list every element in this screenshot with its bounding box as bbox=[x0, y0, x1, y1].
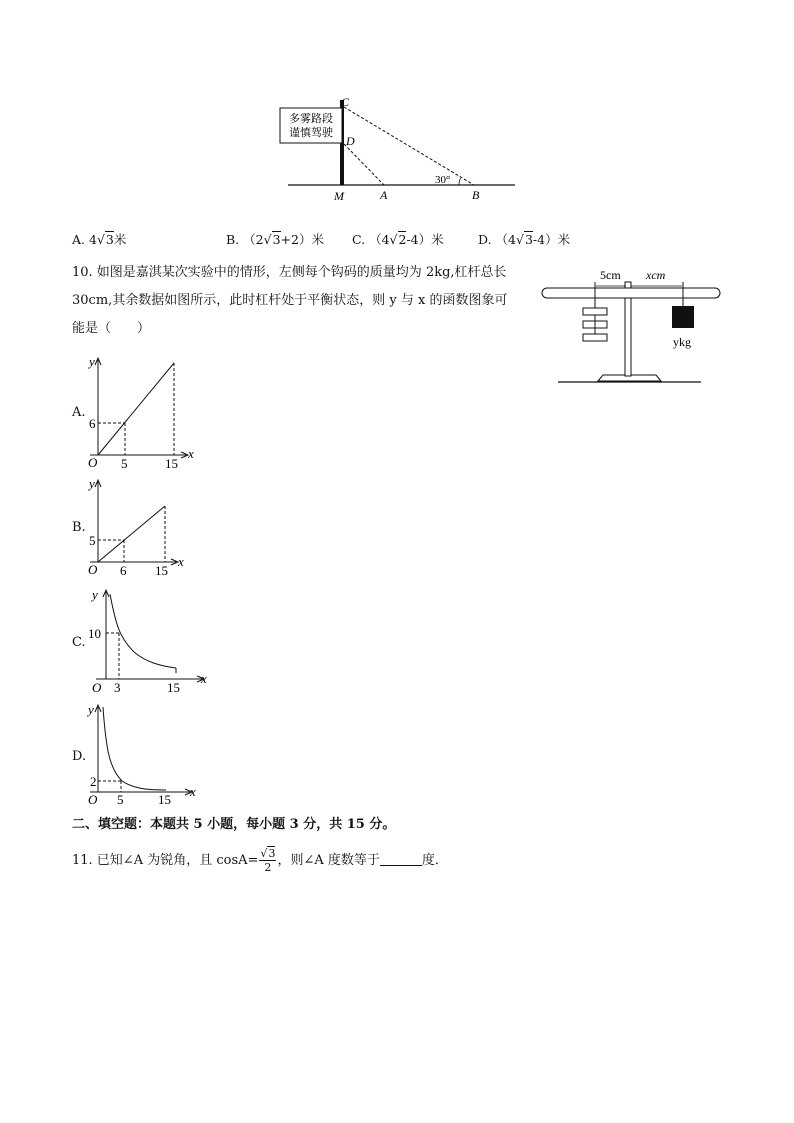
x-tick-1: 5 bbox=[117, 792, 124, 807]
function-line bbox=[98, 363, 174, 455]
label-M: M bbox=[334, 189, 344, 203]
q10-line-3: 能是（ ） bbox=[72, 321, 151, 336]
y-label: y bbox=[89, 354, 95, 369]
x-label: x bbox=[190, 784, 196, 799]
option-a-radicand: 3 bbox=[105, 232, 114, 247]
q9-option-c bbox=[352, 229, 444, 251]
x-tick-2: 15 bbox=[158, 792, 171, 807]
x-tick-1: 5 bbox=[121, 456, 128, 470]
lever-figure bbox=[538, 262, 728, 386]
y-tick: 6 bbox=[89, 416, 96, 431]
option-b-prefix: B. （2 bbox=[226, 232, 264, 247]
x-label: x bbox=[178, 554, 184, 569]
option-a-prefix: A. 4 bbox=[72, 232, 97, 247]
graph-a-letter: A. bbox=[72, 405, 86, 420]
sqrt-sign: √ bbox=[96, 232, 105, 247]
sign-text-1: 多雾路段 bbox=[289, 112, 333, 125]
origin-label: O bbox=[88, 562, 98, 577]
function-line bbox=[98, 506, 165, 562]
weight-label: ykg bbox=[673, 335, 691, 349]
fog-sign-figure bbox=[278, 88, 528, 206]
x-tick-1: 3 bbox=[114, 680, 121, 695]
y-tick: 2 bbox=[90, 774, 97, 789]
y-tick: 5 bbox=[89, 533, 96, 548]
line-CB bbox=[344, 107, 474, 185]
hook-weight-1 bbox=[583, 308, 607, 315]
graph-d bbox=[86, 701, 204, 809]
q9-option-a bbox=[72, 229, 126, 251]
option-b-radicand: 3 bbox=[272, 232, 281, 247]
origin-label: O bbox=[88, 792, 98, 807]
y-label: y bbox=[89, 476, 95, 491]
right-length-label: xcm bbox=[646, 268, 666, 282]
option-d-suffix: -4）米 bbox=[532, 232, 571, 247]
option-c-prefix: C. （4 bbox=[352, 232, 390, 247]
function-curve bbox=[110, 594, 176, 668]
frac-radicand: 3 bbox=[268, 847, 276, 860]
frac-numerator bbox=[259, 847, 276, 861]
option-a-suffix: 米 bbox=[113, 232, 127, 247]
origin-label: O bbox=[88, 455, 98, 470]
angle-arc bbox=[459, 178, 461, 185]
sqrt-sign: √ bbox=[389, 232, 398, 247]
graph-d-letter: D. bbox=[72, 749, 87, 764]
graph-c bbox=[88, 586, 212, 698]
y-tick: 10 bbox=[88, 626, 101, 641]
sqrt-sign: √ bbox=[260, 847, 268, 860]
q11-line bbox=[72, 844, 448, 878]
graph-b bbox=[86, 474, 196, 578]
label-C: C bbox=[341, 95, 350, 109]
section-heading: 二、填空题：本题共 5 小题，每小题 3 分，共 15 分。 bbox=[72, 817, 396, 832]
frac-denominator: 2 bbox=[264, 861, 272, 874]
black-weight bbox=[672, 306, 694, 328]
option-c-radicand: 2 bbox=[398, 232, 407, 247]
y-label: y bbox=[92, 587, 98, 602]
q11-prefix: 11. 已知∠A 为锐角，且 cosA= bbox=[72, 853, 259, 868]
hook-weight-3 bbox=[583, 334, 607, 341]
q9-option-d bbox=[478, 229, 570, 251]
option-d-radicand: 3 bbox=[524, 232, 533, 247]
line-DA bbox=[344, 144, 384, 185]
answer-blank[interactable] bbox=[380, 852, 422, 866]
option-c-suffix: -4）米 bbox=[406, 232, 444, 247]
label-A: A bbox=[380, 188, 388, 202]
q11-middle: ，则∠A 度数等于 bbox=[277, 853, 380, 868]
x-label: x bbox=[201, 671, 207, 686]
label-D: D bbox=[346, 134, 355, 148]
origin-label: O bbox=[92, 680, 102, 695]
lever-bar bbox=[542, 288, 720, 298]
x-label: x bbox=[188, 446, 194, 461]
sqrt3-over-2 bbox=[259, 847, 276, 874]
option-b-suffix: +2）米 bbox=[280, 232, 324, 247]
q10-line-2: 30cm,其余数据如图所示，此时杠杆处于平衡状态，则 y 与 x 的函数图象可 bbox=[72, 293, 508, 308]
q11-suffix: 度． bbox=[421, 853, 448, 868]
x-tick-1: 6 bbox=[120, 563, 127, 578]
label-B: B bbox=[472, 188, 480, 202]
y-label: y bbox=[88, 702, 94, 717]
sign-text-2: 谨慎驾驶 bbox=[289, 126, 333, 139]
sqrt-sign: √ bbox=[515, 232, 524, 247]
x-tick-2: 15 bbox=[165, 456, 178, 470]
sqrt-sign: √ bbox=[263, 232, 272, 247]
graph-b-letter: B. bbox=[72, 520, 86, 535]
q9-option-b bbox=[226, 229, 324, 251]
graph-c-letter: C. bbox=[72, 635, 86, 650]
left-length-label: 5cm bbox=[600, 268, 621, 282]
q10-line-1: 10. 如图是嘉淇某次实验中的情形，左侧每个钩码的质量均为 2kg,杠杆总长 bbox=[72, 265, 507, 280]
x-tick-2: 15 bbox=[155, 563, 168, 578]
graph-a bbox=[86, 352, 202, 470]
function-curve bbox=[103, 707, 166, 790]
option-d-prefix: D. （4 bbox=[478, 232, 516, 247]
x-tick-2: 15 bbox=[167, 680, 180, 695]
angle-label: 30° bbox=[435, 174, 451, 186]
